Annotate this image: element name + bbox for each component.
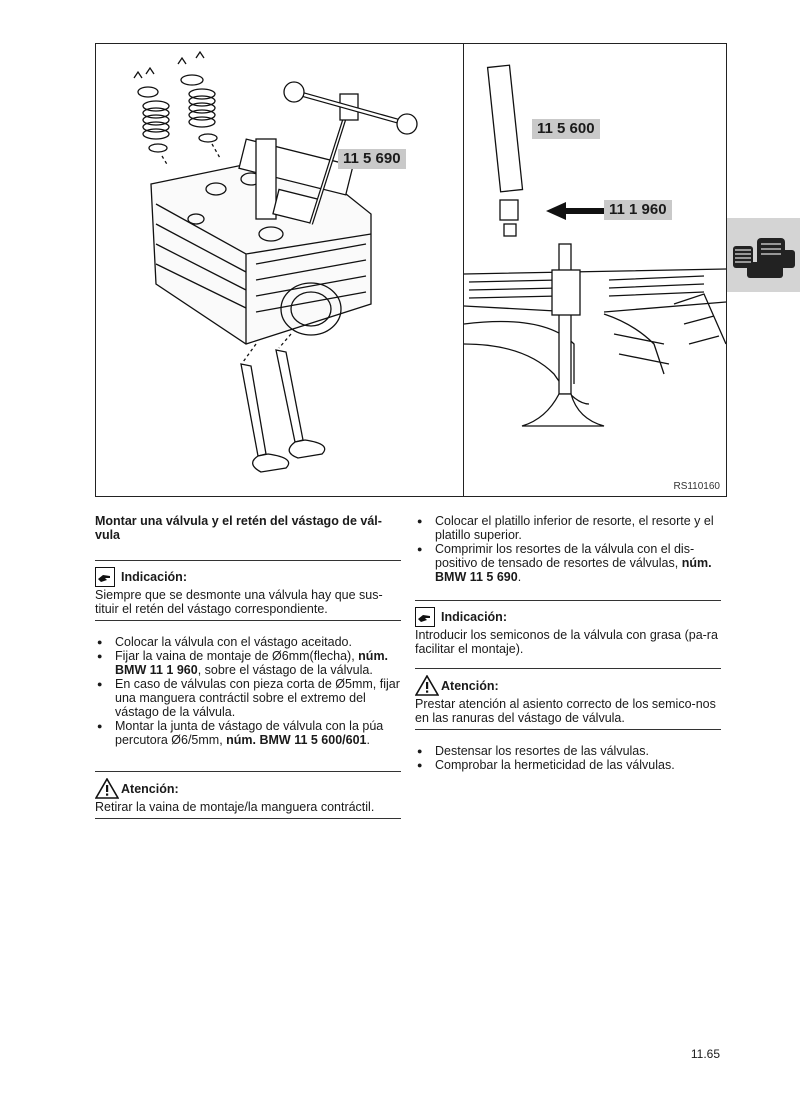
list-item-text: . (517, 570, 522, 584)
divider (95, 818, 401, 819)
part-number: núm. BMW 11 1 960 (115, 649, 389, 677)
cylinder-head-illustration (96, 44, 463, 496)
warning-title: Atención: (441, 678, 499, 693)
divider (415, 668, 721, 669)
divider (95, 560, 401, 561)
note-text: Siempre que se desmonte una válvula hay que sus-tituir el retén del vástago correspondiente. (95, 588, 383, 616)
note-header (415, 607, 721, 627)
arrow-icon (544, 200, 604, 222)
part-number: núm. BMW 11 5 690 (435, 556, 712, 584)
note-header (95, 567, 401, 587)
list-item (95, 635, 401, 649)
tool-number-callout: 11 5 690 (338, 149, 406, 169)
chapter-tab (727, 218, 800, 292)
left-column (95, 514, 401, 819)
divider (415, 600, 721, 601)
note-text: Introducir los semiconos de la válvula con grasa (pa-ra facilitar el montaje). (415, 628, 718, 656)
warning-text: Prestar atención al asiento correcto de los semico-nos en las ranuras del vástago de válvula. (415, 697, 716, 725)
part-number: núm. BMW 11 5 600/601 (226, 733, 367, 747)
divider (95, 620, 401, 621)
tool-number-callout: 11 5 600 (532, 119, 600, 139)
warning-icon (415, 675, 439, 696)
list-item-text: Fijar la vaina de montaje de Ø6mm(flecha), (115, 649, 359, 663)
list-item (415, 758, 721, 772)
list-item-text: . (366, 733, 370, 747)
warning-header (415, 675, 721, 696)
instruction-list (415, 514, 721, 584)
list-item-text: Comprobar la hermeticidad de las válvulas. (435, 758, 675, 772)
valve-seal-installation-illustration (464, 44, 726, 496)
instruction-list (415, 744, 721, 772)
list-item (415, 514, 721, 542)
list-item-text: Colocar el platillo inferior de resorte, el resorte y el platillo superior. (435, 514, 714, 542)
figure-reference: RS110160 (673, 481, 720, 492)
warning-text: Retirar la vaina de montaje/la manguera contráctil. (95, 800, 375, 814)
note-title: Indicación: (441, 610, 507, 624)
list-item-text: Montar la junta de vástago de válvula con la púa percutora Ø6/5mm, (115, 719, 384, 747)
list-item-text: Colocar la válvula con el vástago aceitado. (115, 635, 352, 649)
warning-icon (95, 778, 119, 799)
right-column (415, 514, 721, 772)
section-heading: Montar una válvula y el retén del vástago de vál-vula (95, 514, 382, 542)
list-item-text: Destensar los resortes de las válvulas. (435, 744, 649, 758)
page-number: 11.65 (690, 1047, 720, 1061)
list-item (415, 542, 721, 584)
list-item-text: Comprimir los resortes de la válvula con el dis-positivo de tensado de resortes de válvulas, (435, 542, 695, 570)
list-item (415, 744, 721, 758)
illustration-frame (95, 43, 727, 497)
list-item (95, 649, 401, 677)
list-item-text: , sobre el vástago de la válvula. (197, 663, 373, 677)
list-item-text: En caso de válvulas con pieza corta de Ø5mm, fijar una manguera contráctil sobre el extremo del vástago de la válvula. (115, 677, 400, 719)
engine-icon (727, 218, 800, 292)
divider (95, 771, 401, 772)
instruction-list (95, 635, 401, 747)
list-item (95, 719, 401, 747)
warning-header (95, 778, 401, 799)
note-title: Indicación: (121, 570, 187, 584)
warning-title: Atención: (121, 781, 179, 796)
list-item (95, 677, 401, 719)
tool-number-callout: 11 1 960 (604, 200, 672, 220)
hand-note-icon (95, 567, 115, 587)
hand-note-icon (415, 607, 435, 627)
divider (415, 729, 721, 730)
